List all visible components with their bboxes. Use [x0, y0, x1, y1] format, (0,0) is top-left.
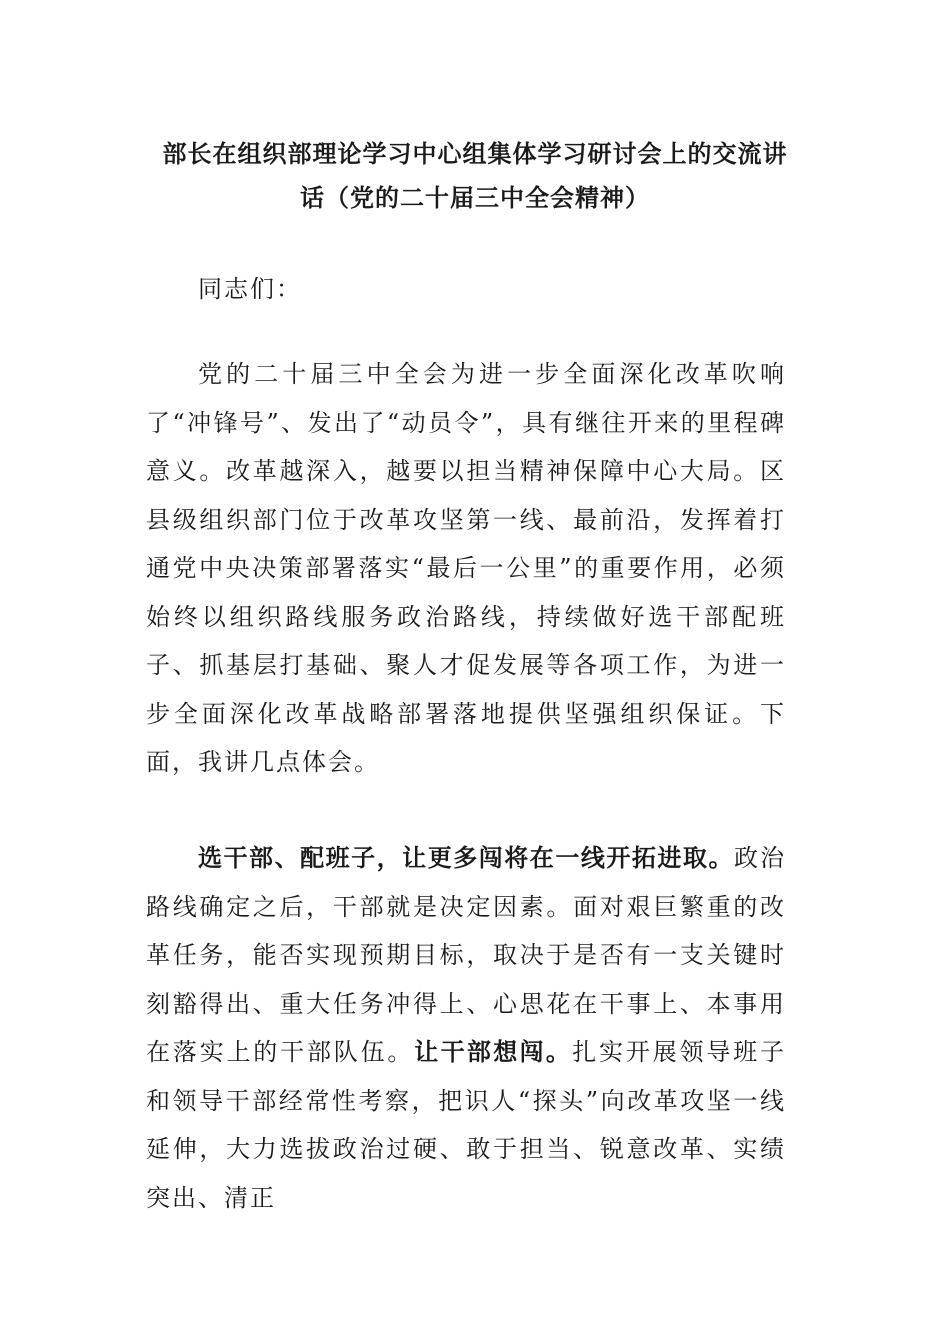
section-text-b: 扎实开展领导班子和领导干部经常性考察，把识人“探头”向改革攻坚一线延伸，大力选拔政治过硬、敢于担当、锐意改革、实绩突出、清正: [146, 1038, 787, 1212]
section-text-a: 政治路线确定之后，干部就是决定因素。面对艰巨繁重的改革任务，能否实现预期目标，取决于是否有一支关键时刻豁得出、重大任务冲得上、心思花在干事上、本事用在落实上的干部队伍。: [146, 844, 787, 1066]
document-title: [140, 132, 810, 220]
title-line-1: 部长在组织部理论学习中心组集体学习研讨会上的交流讲: [162, 140, 788, 168]
salutation: 同志们：: [198, 275, 302, 303]
section-subheading: 让干部想闯。: [414, 1038, 573, 1066]
paragraph-section-1: [146, 834, 786, 1222]
paragraph-intro: 党的二十届三中全会为进一步全面深化改革吹响了“冲锋号”、发出了“动员令”，具有继往开来的里程碑意义。改革越深入，越要以担当精神保障中心大局。区县级组织部门位于改革攻坚第一线、最前沿，发挥着打通党中央决策部署落实“最后一公里”的重要作用，必须始终以组织路线服务政治路线，持续做好选干部配班子、抓基层打基础、聚人才促发展等各项工作，为进一步全面深化改革战略部署落地提供坚强组织保证。下面，我讲几点体会。: [146, 360, 786, 776]
section-heading: 选干部、配班子，让更多闯将在一线开拓进取。: [198, 844, 734, 872]
title-line-2: 话（党的二十届三中全会精神）: [300, 184, 650, 212]
